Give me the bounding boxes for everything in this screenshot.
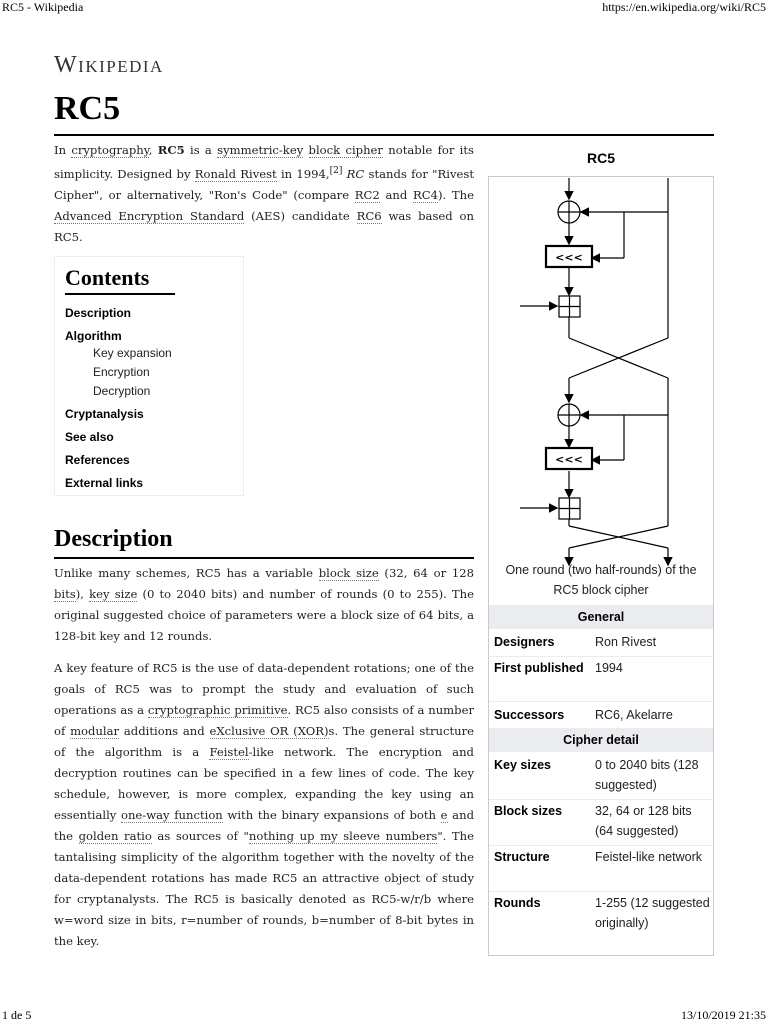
infobox (488, 144, 714, 956)
toc-item-external-links[interactable]: External links (65, 476, 144, 490)
infobox-key-first-published: First published (494, 661, 584, 675)
print-footer-page: 1 de 5 (2, 1008, 32, 1022)
title-rule (54, 134, 714, 136)
link-golden-ratio[interactable]: golden ratio (78, 829, 152, 843)
infobox-image-caption: One round (two half-rounds) of the RC5 block cipher (505, 563, 697, 597)
infobox-divider (489, 845, 713, 846)
infobox-key-rounds: Rounds (494, 896, 541, 910)
infobox-value-rounds: 1-255 (12 suggested originally) (595, 896, 710, 930)
toc-item-algorithm[interactable]: Algorithm (65, 329, 122, 343)
infobox-key-designers: Designers (494, 635, 555, 649)
link-block-size[interactable]: block size (318, 566, 379, 580)
rotate-left-block-2 (546, 448, 592, 469)
infobox-key-key-sizes: Key sizes (494, 758, 551, 772)
description-paragraph-1: Unlike many schemes, RC5 has a variable block size (32, 64 or 128 bits), key size (0 to 2040 bits) and number of rounds (0 to 255). The original suggested choice of parameters were a block size of 64 bits, a 128-bit key and 12 rounds. (54, 566, 475, 643)
link-e[interactable]: e (440, 808, 448, 822)
infobox-value-designers[interactable]: Ron Rivest (595, 635, 657, 649)
infobox-section-general: General (489, 605, 713, 629)
print-footer-date: 13/10/2019 21:35 (680, 1008, 766, 1022)
table-of-contents (54, 256, 244, 496)
link-key-size[interactable]: key size (89, 587, 138, 601)
svg-text:<<<: <<< (555, 251, 583, 264)
infobox-key-structure: Structure (494, 850, 550, 864)
link-one-way-function[interactable]: one-way function (120, 808, 223, 822)
infobox-section-cipher-detail: Cipher detail (489, 728, 713, 752)
link-rc6[interactable]: RC6 (356, 208, 382, 223)
link-bits[interactable]: bits (54, 587, 76, 601)
link-xor[interactable]: eXclusive OR (XOR) (209, 724, 329, 738)
rotate-left-block-1 (546, 246, 592, 267)
toc-title: Contents (65, 265, 175, 295)
toc-item-references[interactable]: References (65, 453, 130, 467)
link-aes[interactable]: Advanced Encryption Standard (54, 208, 245, 223)
section-rule (54, 557, 474, 559)
rc5-round-diagram (518, 178, 708, 568)
link-symmetric-key[interactable]: symmetric-key (217, 143, 304, 157)
description-paragraph-2: A key feature of RC5 is the use of data-dependent rotations; one of the goals of RC5 was to prompt the study and evaluation of such operations as a cryptographic primitive. RC5 also consists of a number of modular additions and eXclusive OR (XOR)s. The general structure of the algorithm is a Feistel-like network. The encryption and decryption routines can be specified in a few lines of code. The key schedule, however, is more complex, expanding the key using an essentially one-way function with the binary expansions of both e and the golden ratio as sources of "nothing up my sleeve numbers". The tantalising simplicity of the algorithm together with the novelty of the data-dependent rotations has made RC5 an attractive object of study for cryptanalysts. The RC5 is basically denoted as RC5-w/r/b where w=word size in bits, r=number of rounds, b=number of 8-bit bytes in the key. (54, 661, 475, 948)
toc-item-decryption[interactable]: Decryption (93, 384, 151, 398)
infobox-value-structure[interactable]: Feistel-like network (595, 850, 702, 864)
citation-2[interactable]: [2] (329, 166, 343, 176)
link-cryptographic-primitive[interactable]: cryptographic primitive (147, 703, 288, 717)
link-modular[interactable]: modular (70, 724, 120, 738)
print-header-title: RC5 - Wikipedia (2, 0, 84, 14)
infobox-caption: RC5 (586, 150, 615, 166)
link-feistel[interactable]: Feistel (209, 745, 249, 759)
page-title: RC5 (54, 90, 121, 127)
infobox-divider (489, 799, 713, 800)
infobox-value-key-sizes: 0 to 2040 bits (128 suggested) (595, 758, 699, 792)
infobox-divider (489, 656, 713, 657)
infobox-value-successors[interactable]: RC6, Akelarre (595, 708, 673, 722)
infobox-value-block-sizes: 32, 64 or 128 bits (64 suggested) (595, 804, 692, 838)
link-rc4[interactable]: RC4 (413, 187, 438, 202)
toc-item-encryption[interactable]: Encryption (93, 365, 150, 379)
infobox-key-successors: Successors (494, 708, 565, 722)
infobox-divider (489, 701, 713, 702)
toc-item-key-expansion[interactable]: Key expansion (93, 346, 172, 360)
link-ronald-rivest[interactable]: Ronald Rivest (194, 166, 277, 181)
wikipedia-logo[interactable]: Wikipedia (54, 52, 164, 78)
intro-paragraph: In cryptography, RC5 is a symmetric-key block cipher notable for its simplicity. Designed by Ronald Rivest in 1994,[2] RC stands for "Rivest Cipher", or alternatively, "Ron's Code" (compare RC2 and RC4). The Advanced Encryption Standard (AES) candidate RC6 was based on RC5. (54, 143, 474, 244)
toc-item-see-also[interactable]: See also (65, 430, 114, 444)
infobox-value-first-published: 1994 (595, 661, 623, 675)
link-cryptography[interactable]: cryptography (71, 143, 149, 157)
section-heading-description: Description (54, 526, 173, 552)
toc-item-description[interactable]: Description (65, 306, 132, 320)
link-block-cipher[interactable]: block cipher (308, 143, 383, 157)
link-nothing-up-my-sleeve[interactable]: nothing up my sleeve numbers (248, 829, 438, 843)
link-rc2[interactable]: RC2 (354, 187, 380, 202)
toc-item-cryptanalysis[interactable]: Cryptanalysis (65, 407, 144, 421)
infobox-key-block-sizes: Block sizes (494, 804, 563, 818)
print-header-url: https://en.wikipedia.org/wiki/RC5 (602, 0, 766, 14)
svg-text:<<<: <<< (555, 453, 583, 466)
infobox-divider (489, 891, 713, 892)
